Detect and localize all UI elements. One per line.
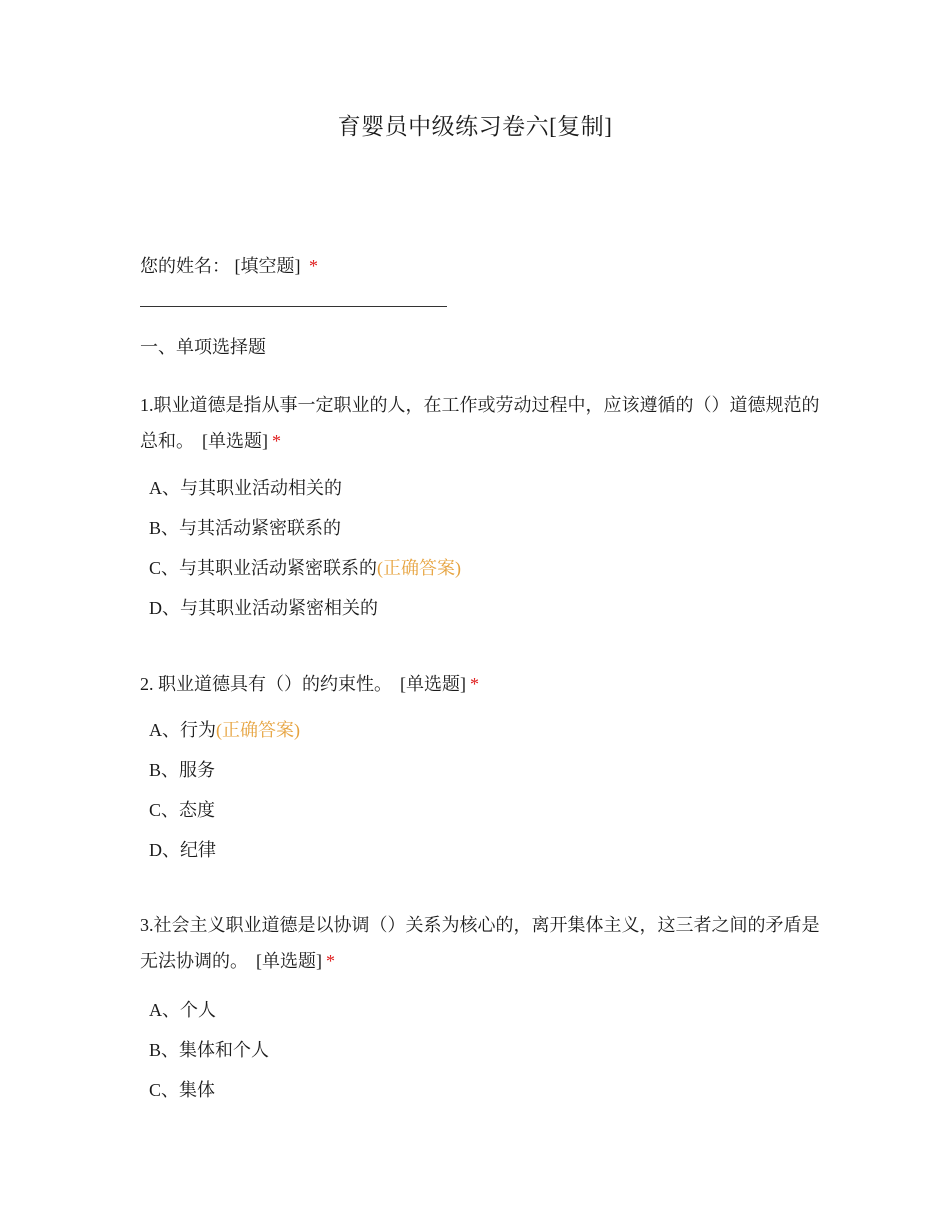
- required-mark: *: [309, 256, 318, 276]
- option-a[interactable]: [149, 995, 269, 1035]
- option-label: D、纪律: [149, 840, 216, 860]
- question-3: [140, 907, 820, 979]
- question-2-options: [149, 715, 300, 875]
- question-type: [单选题]: [202, 431, 268, 451]
- option-a[interactable]: [149, 715, 300, 755]
- question-2: [140, 666, 820, 702]
- option-label: B、服务: [149, 760, 216, 780]
- question-3-options: [149, 995, 269, 1115]
- question-type: [单选题]: [400, 674, 466, 694]
- required-mark: *: [326, 951, 335, 971]
- option-label: A、行为: [149, 720, 216, 740]
- page-title: 育婴员中级练习卷六[复制]: [337, 114, 613, 139]
- name-answer-blank[interactable]: [140, 306, 447, 307]
- question-1: [140, 387, 820, 459]
- option-label: C、与其职业活动紧密联系的: [149, 558, 378, 578]
- question-text: 1.职业道德是指从事一定职业的人，在工作或劳动过程中，应该遵循的（）道德规范的总和。: [140, 395, 820, 451]
- option-label: C、集体: [149, 1080, 216, 1100]
- correct-answer-tag: (正确答案): [216, 720, 300, 740]
- name-label-text: 您的姓名：: [140, 256, 230, 276]
- option-label: B、与其活动紧密联系的: [149, 518, 342, 538]
- name-field-label: [140, 252, 318, 278]
- option-b[interactable]: [149, 755, 300, 795]
- option-label: C、态度: [149, 800, 216, 820]
- option-label: B、集体和个人: [149, 1040, 270, 1060]
- question-text: 2. 职业道德具有（）的约束性。: [140, 674, 392, 694]
- option-b[interactable]: [149, 513, 461, 553]
- option-label: D、与其职业活动紧密相关的: [149, 598, 378, 618]
- question-1-options: [149, 473, 461, 633]
- required-mark: *: [470, 674, 479, 694]
- required-mark: *: [272, 431, 281, 451]
- option-a[interactable]: [149, 473, 461, 513]
- question-type: [单选题]: [256, 951, 322, 971]
- name-question-type: [填空题]: [234, 256, 301, 276]
- section-title: 一、单项选择题: [140, 337, 266, 357]
- option-c[interactable]: [149, 1075, 269, 1115]
- option-d[interactable]: [149, 593, 461, 633]
- option-label: A、个人: [149, 1000, 216, 1020]
- option-d[interactable]: [149, 835, 300, 875]
- option-c[interactable]: [149, 795, 300, 835]
- option-label: A、与其职业活动相关的: [149, 478, 342, 498]
- option-b[interactable]: [149, 1035, 269, 1075]
- question-text: 3.社会主义职业道德是以协调（）关系为核心的，离开集体主义，这三者之间的矛盾是无法协调的。: [140, 915, 820, 971]
- option-c[interactable]: [149, 553, 461, 593]
- correct-answer-tag: (正确答案): [377, 558, 462, 578]
